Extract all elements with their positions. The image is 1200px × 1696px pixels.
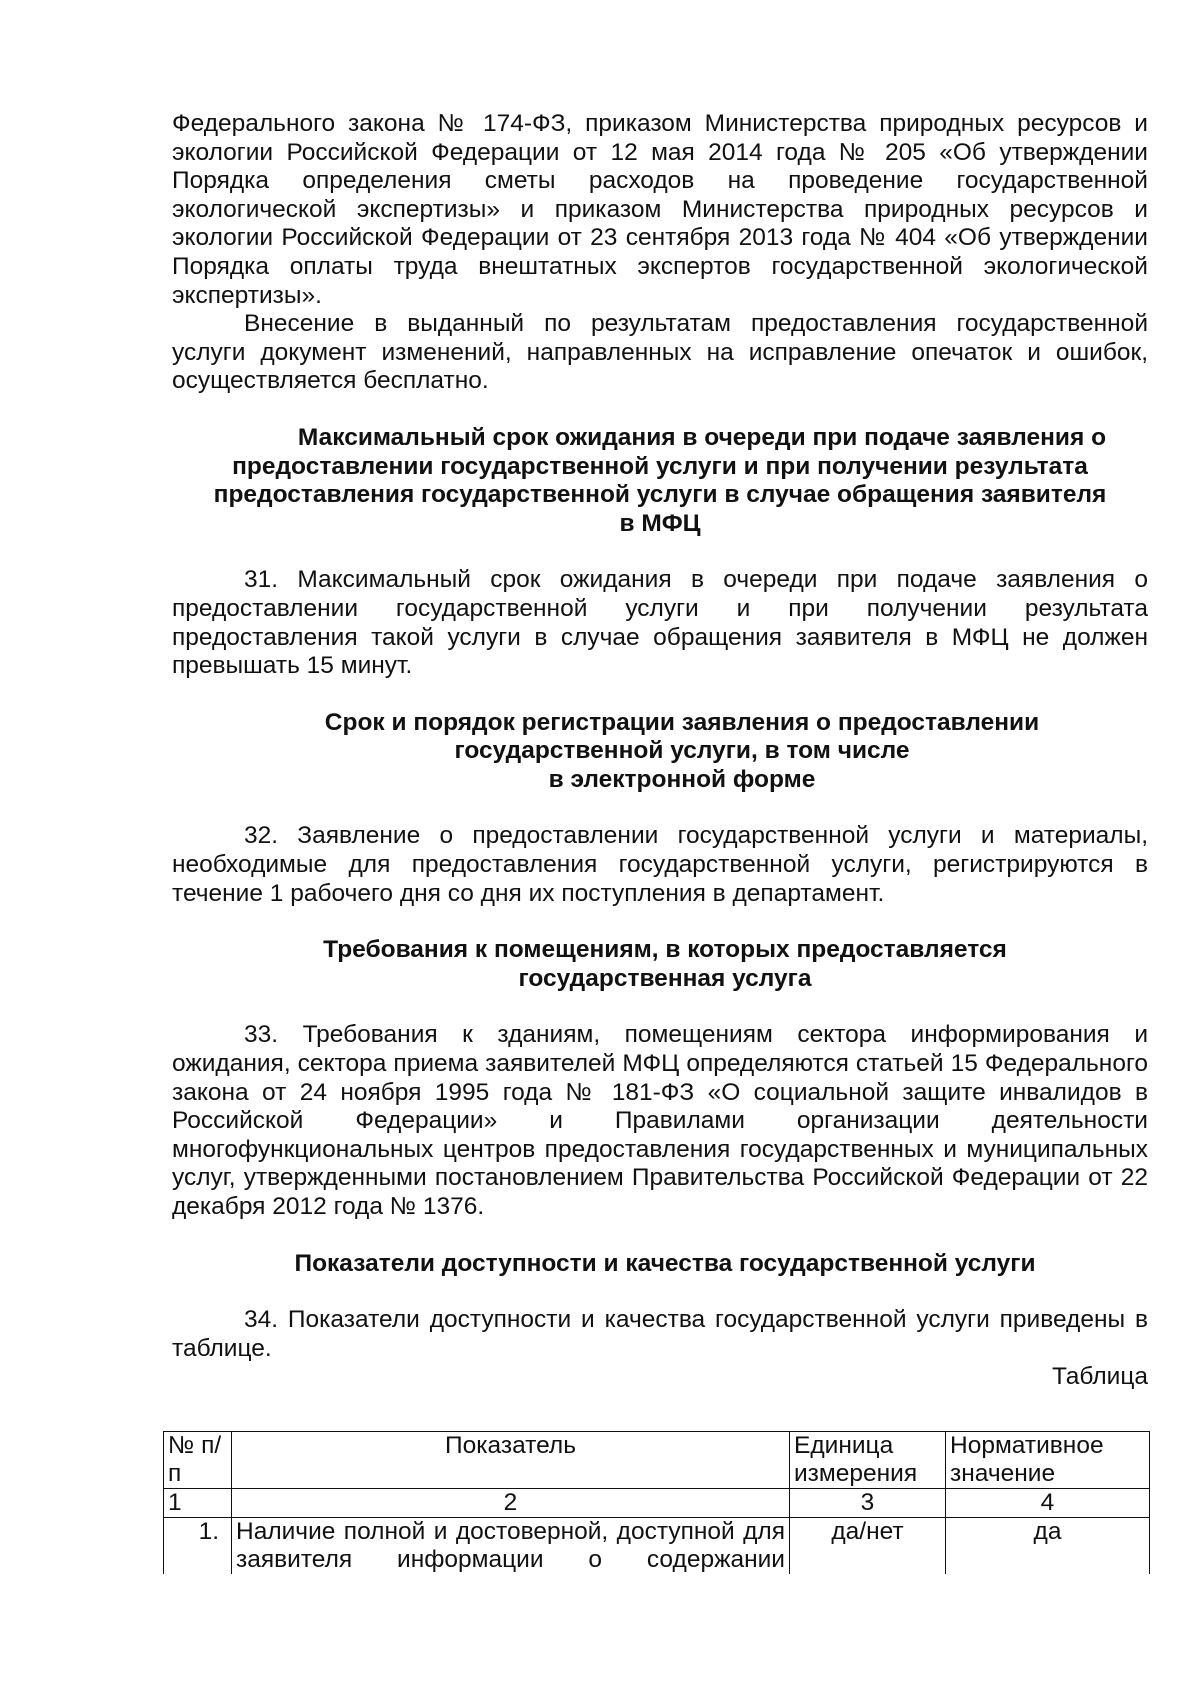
heading-line: предоставлении государственной услуги и при получении результата xyxy=(232,452,1088,480)
document-page xyxy=(172,110,1148,1392)
paragraph-intro: Федерального закона № 174-ФЗ, приказом Министерства природных ресурсов и экологии Российской Федерации от 12 мая 2014 года № 205 «Об утверждении Порядка определения сметы расходов на проведение государственной экологической экспертизы» и приказом Министерства природных ресурсов и экологии Российской Федерации от 23 сентября 2013 года № 404 «Об утверждении Порядка оплаты труда внештатных экспертов государственной экологической экспертизы». xyxy=(172,110,1148,309)
header-value: Нормативное значение xyxy=(946,1432,1150,1489)
heading-premises xyxy=(172,936,1148,993)
heading-line: государственная услуга xyxy=(518,964,812,992)
row-unit: да/нет xyxy=(790,1518,946,1575)
table-column-numbers-row xyxy=(164,1489,1150,1518)
row-value: да xyxy=(946,1518,1150,1575)
heading-line: Показатели доступности и качества государственной услуги xyxy=(294,1249,1036,1277)
heading-line: Требования к помещениям, в которых предоставляется xyxy=(323,936,1007,964)
indicators-table xyxy=(163,1431,1150,1574)
table-row xyxy=(164,1518,1150,1575)
heading-line: в электронной форме xyxy=(548,765,816,793)
column-number: 1 xyxy=(164,1489,232,1518)
header-unit: Единица измерения xyxy=(790,1432,946,1489)
column-number: 4 xyxy=(946,1489,1150,1518)
paragraph-33: 33. Требования к зданиям, помещениям сектора информирования и ожидания, сектора приема заявителей МФЦ определяются статьей 15 Федерального закона от 24 ноября 1995 года № 181-ФЗ «О социальной защите инвалидов в Российской Федерации» и Правилами организации деятельности многофункциональных центров предоставления государственных и муниципальных услуг, утвержденными постановлением Правительства Российской Федерации от 22 декабря 2012 года № 1376. xyxy=(172,1021,1148,1220)
column-number: 3 xyxy=(790,1489,946,1518)
heading-line: Максимальный срок ожидания в очереди при подаче заявления о xyxy=(297,423,1107,451)
table-header-row xyxy=(164,1432,1150,1489)
heading-line: государственной услуги, в том числе xyxy=(454,737,910,765)
row-number: 1. xyxy=(164,1518,232,1575)
table-caption: Таблица xyxy=(1051,1363,1148,1391)
row-indicator: Наличие полной и достоверной, доступной для заявителя информации о содержании xyxy=(232,1518,790,1575)
heading-line: Срок и порядок регистрации заявления о предоставлении xyxy=(324,708,1040,736)
header-number: № п/п xyxy=(164,1432,232,1489)
paragraph-32: 32. Заявление о предоставлении государственной услуги и материалы, необходимые для предоставления государственной услуги, регистрируются в течение 1 рабочего дня со дня их поступления в департамент. xyxy=(172,822,1148,907)
heading-line: предоставления государственной услуги в случае обращения заявителя xyxy=(213,481,1107,509)
heading-indicators xyxy=(172,1250,1148,1279)
header-indicator: Показатель xyxy=(232,1432,790,1489)
heading-line: в МФЦ xyxy=(619,509,701,537)
column-number: 2 xyxy=(232,1489,790,1518)
paragraph-31: 31. Максимальный срок ожидания в очереди при подаче заявления о предоставлении государственной услуги и при получении результата предоставления такой услуги в случае обращения заявителя в МФЦ не должен превышать 15 минут. xyxy=(172,566,1148,680)
heading-queue-time xyxy=(172,424,1148,538)
heading-registration xyxy=(172,709,1148,795)
paragraph-34: 34. Показатели доступности и качества государственной услуги приведены в таблице. xyxy=(172,1306,1148,1362)
paragraph-free-of-charge: Внесение в выданный по результатам предоставления государственной услуги документ изменений, направленных на исправление опечаток и ошибок, осуществляется бесплатно. xyxy=(172,310,1148,395)
